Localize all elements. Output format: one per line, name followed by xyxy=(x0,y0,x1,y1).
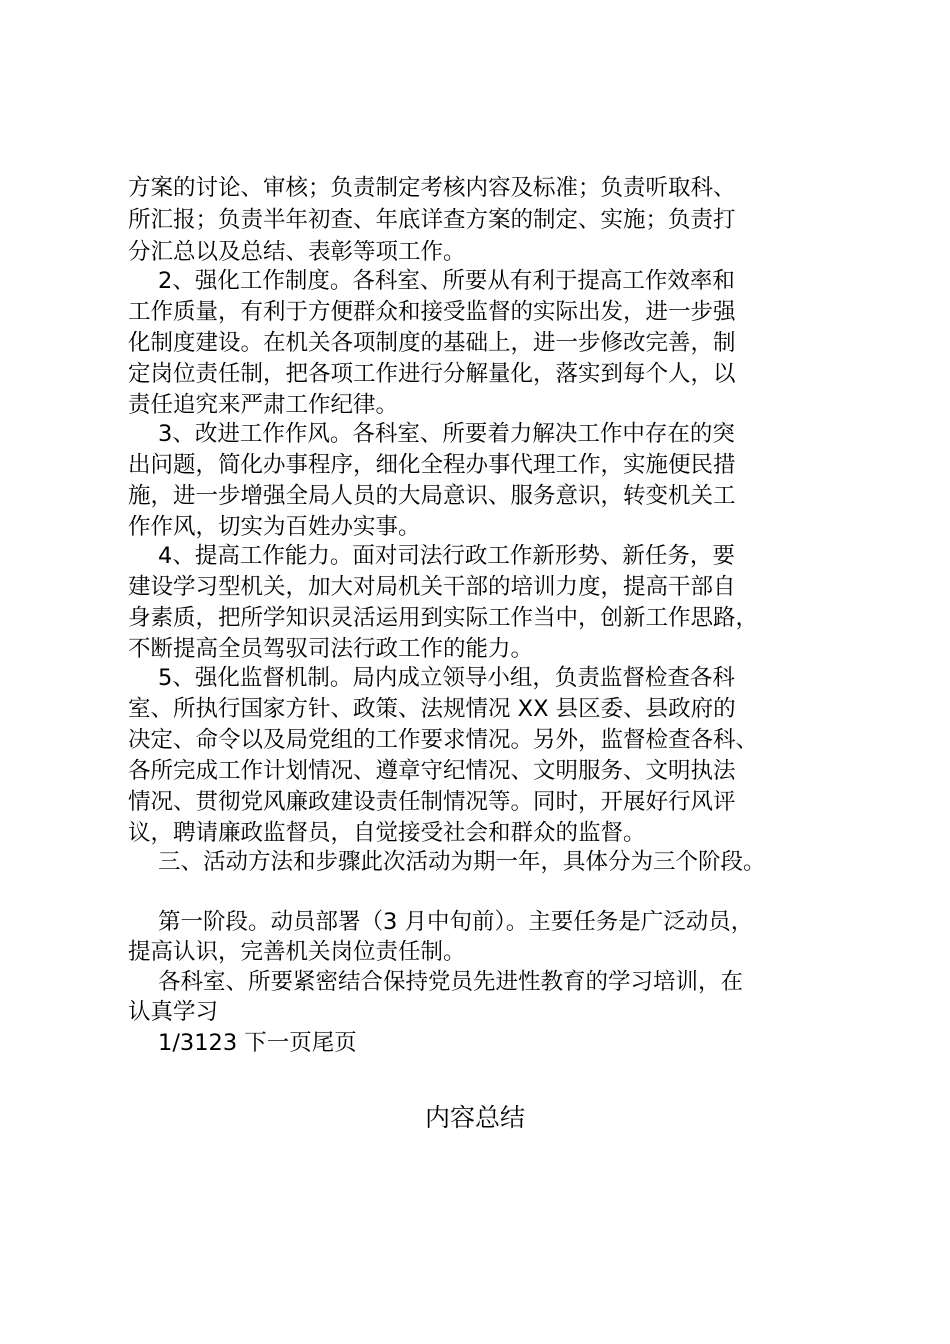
paragraph-line: 5、强化监督机制。局内成立领导小组，负责监督检查各科 xyxy=(158,665,735,691)
paragraph-line: 2、强化工作制度。各科室、所要从有利于提高工作效率和 xyxy=(158,268,735,294)
paragraph-line: 第一阶段。动员部署（3 月中旬前）。主要任务是广泛动员， xyxy=(158,909,754,935)
summary-title: 内容总结 xyxy=(424,1103,525,1132)
text-line: 不断提高全员驾驭司法行政工作的能力。 xyxy=(128,636,534,662)
text-line: 施，进一步增强全局人员的大局意识、服务意识，转变机关工 xyxy=(128,483,736,509)
text-line: 决定、命令以及局党组的工作要求情况。另外，监督检查各科、 xyxy=(128,727,759,753)
text-line: 各所完成工作计划情况、遵章守纪情况、文明服务、文明执法 xyxy=(128,758,736,784)
text-line: 所汇报；负责半年初查、年底详查方案的制定、实施；负责打 xyxy=(128,207,736,233)
text-line: 身素质，把所学知识灵活运用到实际工作当中，创新工作思路， xyxy=(128,605,759,631)
text-line: 提高认识，完善机关岗位责任制。 xyxy=(128,939,466,965)
text-line: 议，聘请廉政监督员，自觉接受社会和群众的监督。 xyxy=(128,820,646,846)
text-line: 认真学习 xyxy=(128,999,219,1025)
text-line: 出问题，简化办事程序，细化全程办事代理工作，实施便民措 xyxy=(128,452,736,478)
text-line: 责任追究来严肃工作纪律。 xyxy=(128,392,399,418)
section-heading-line: 三、活动方法和步骤此次活动为期一年，具体分为三个阶段。 xyxy=(158,849,766,875)
text-line: 定岗位责任制，把各项工作进行分解量化，落实到每个人，以 xyxy=(128,361,736,387)
text-line: 方案的讨论、审核；负责制定考核内容及标准；负责听取科、 xyxy=(128,175,736,201)
text-line: 分汇总以及总结、表彰等项工作。 xyxy=(128,239,466,265)
text-line: 建设学习型机关，加大对局机关干部的培训力度，提高干部自 xyxy=(128,574,736,600)
paragraph-line: 各科室、所要紧密结合保持党员先进性教育的学习培训，在 xyxy=(158,969,744,995)
text-line: 室、所执行国家方针、政策、法规情况 XX 县区委、县政府的 xyxy=(128,696,736,722)
pagination-text: 1/3123 下一页尾页 xyxy=(158,1030,357,1056)
text-line: 作作风，切实为百姓办实事。 xyxy=(128,514,421,540)
text-line: 化制度建设。在机关各项制度的基础上，进一步修改完善，制 xyxy=(128,330,736,356)
paragraph-line: 3、改进工作作风。各科室、所要着力解决工作中存在的突 xyxy=(158,421,735,447)
text-line: 工作质量，有利于方便群众和接受监督的实际出发，进一步强 xyxy=(128,299,736,325)
text-line: 情况、贯彻党风廉政建设责任制情况等。同时，开展好行风评 xyxy=(128,789,736,815)
paragraph-line: 4、提高工作能力。面对司法行政工作新形势、新任务，要 xyxy=(158,543,735,569)
